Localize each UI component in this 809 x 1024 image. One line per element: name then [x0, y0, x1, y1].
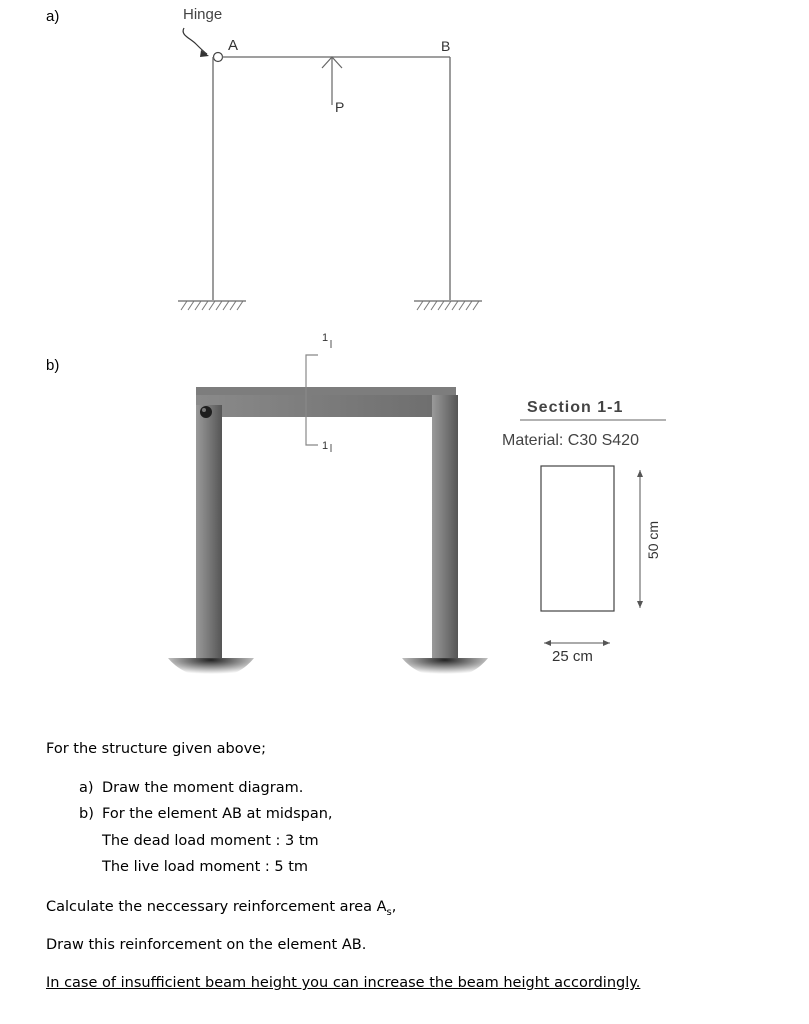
node-a-label: A	[228, 37, 239, 54]
calc-comma: ,	[391, 899, 397, 915]
live-load-moment: The live load moment : 5 tm	[102, 859, 309, 875]
hinge-label: Hinge	[183, 6, 223, 23]
task-b-text: For the element AB at midspan,	[102, 806, 333, 822]
height-dim-arrow-top	[637, 470, 643, 477]
task-b-marker: b)	[79, 806, 94, 822]
section-mark-bottom: 1	[322, 440, 329, 452]
task-a-marker: a)	[79, 780, 94, 796]
node-b-label: B	[441, 38, 451, 54]
width-dim-arrow-left	[544, 640, 551, 646]
task-a-text: Draw the moment diagram.	[102, 780, 304, 796]
section-mark-top: 1	[322, 332, 329, 344]
left-ground-support	[168, 658, 254, 678]
beam-front-face	[196, 395, 456, 417]
part-a-label: a)	[46, 8, 60, 25]
material-label: Material: C30 S420	[502, 432, 639, 449]
draw-instruction: Draw this reinforcement on the element AB.	[46, 937, 367, 953]
right-ground-support	[402, 658, 488, 678]
beam-height-note: In case of insufficient beam height you can increase the beam height accordingly.	[46, 975, 641, 991]
right-column-3d	[432, 395, 458, 659]
load-p-label: P	[335, 99, 345, 115]
calc-subscript: s	[386, 906, 392, 918]
width-dim-arrow-right	[603, 640, 610, 646]
calc-instruction	[46, 899, 396, 918]
beam-top-face	[196, 387, 456, 395]
height-dim-arrow-bottom	[637, 601, 643, 608]
part-b-label: b)	[46, 357, 60, 374]
cross-section-rectangle	[541, 466, 614, 611]
hinge-ball-highlight	[202, 408, 206, 412]
hinge-ball	[200, 406, 212, 418]
width-dimension-label: 25 cm	[552, 648, 593, 665]
section-title: Section 1-1	[527, 399, 624, 416]
dead-load-moment: The dead load moment : 3 tm	[102, 833, 319, 849]
calc-text: Calculate the neccessary reinforcement area A	[46, 899, 387, 915]
left-column-3d	[196, 405, 222, 659]
height-dimension-label: 50 cm	[645, 520, 661, 560]
problem-intro: For the structure given above;	[46, 741, 266, 757]
